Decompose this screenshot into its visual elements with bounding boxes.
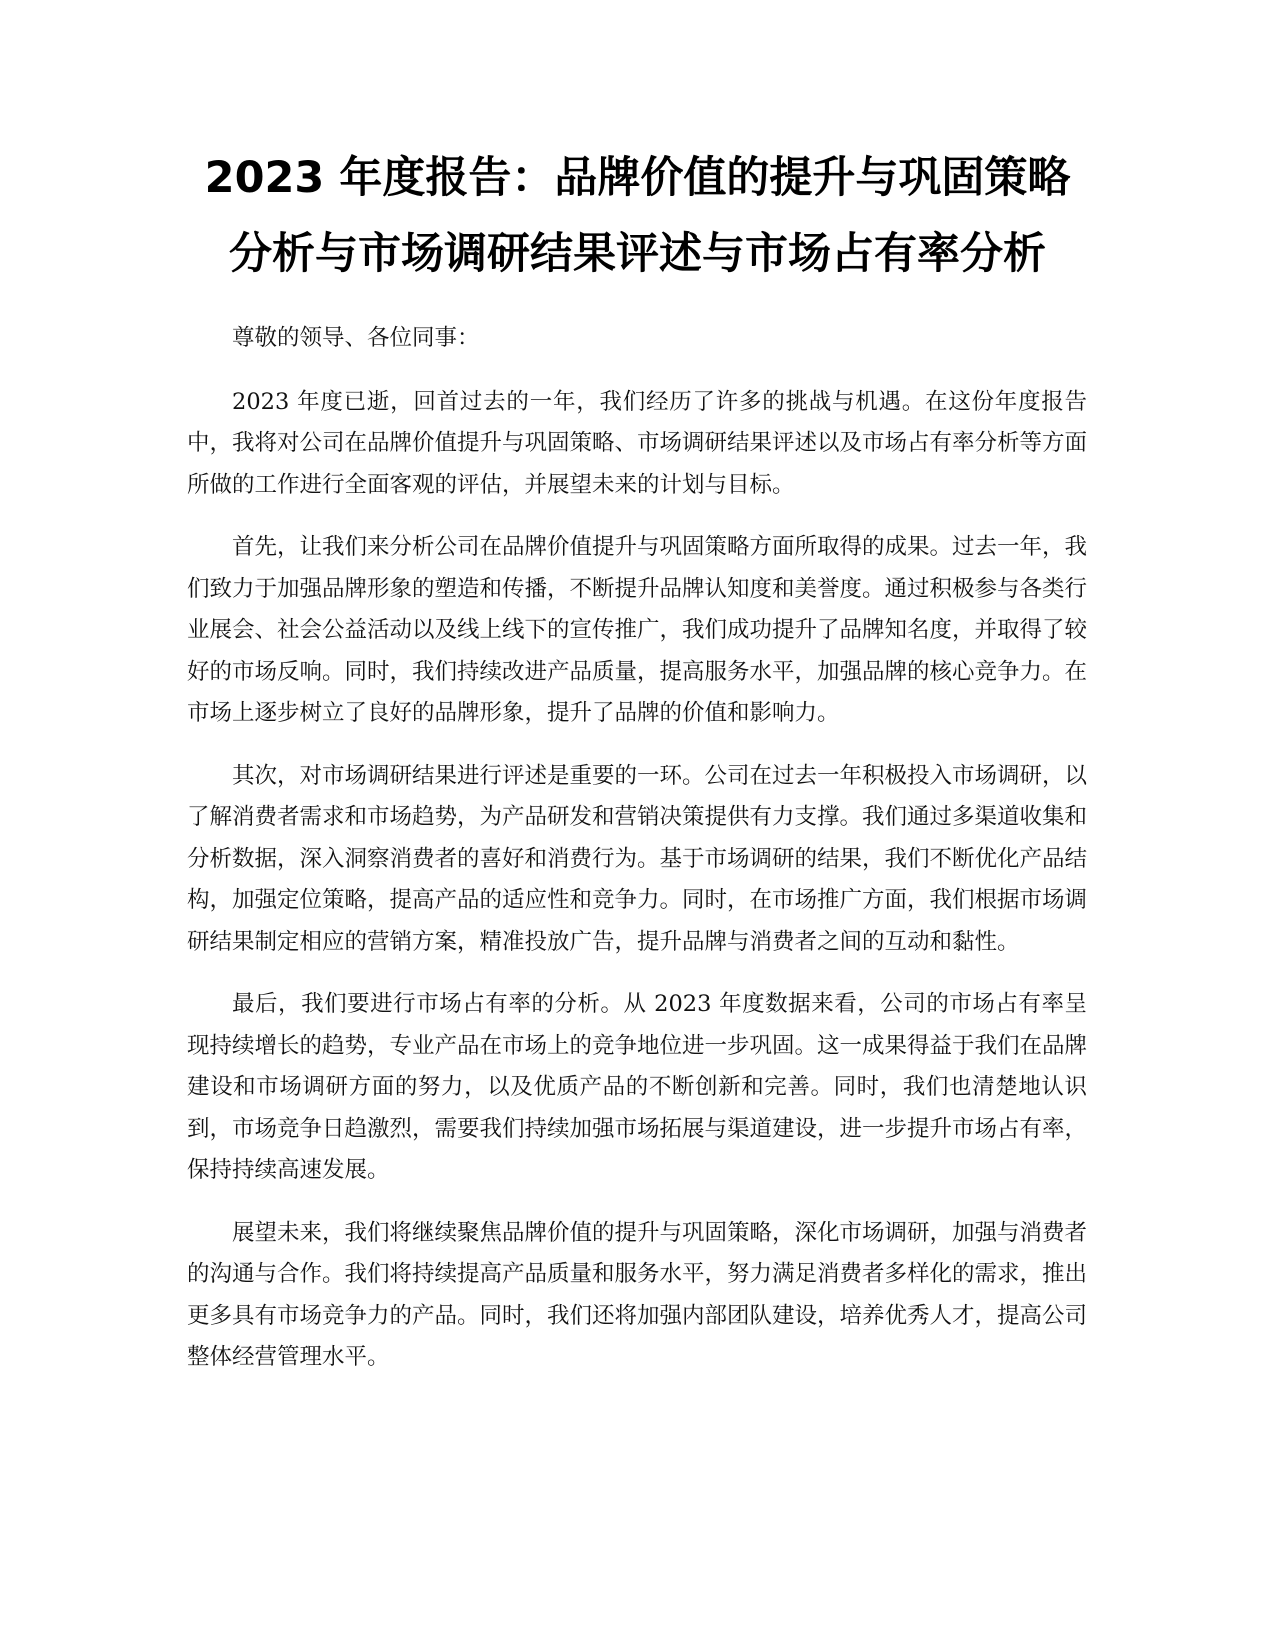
paragraph-market-research: 其次，对市场调研结果进行评述是重要的一环。公司在过去一年积极投入市场调研，以了解消费者需求和市场趋势，为产品研发和营销决策提供有力支撑。我们通过多渠道收集和分析数据，深入洞察消费者的喜好和消费行为。基于市场调研的结果，我们不断优化产品结构，加强定位策略，提高产品的适应性和竞争力。同时，在市场推广方面，我们根据市场调研结果制定相应的营销方案，精准投放广告，提升品牌与消费者之间的互动和黏性。 xyxy=(187,762,1088,955)
page-title xyxy=(150,140,1125,292)
paragraph-intro: 2023 年度已逝，回首过去的一年，我们经历了许多的挑战与机遇。在这份年度报告中，我将对公司在品牌价值提升与巩固策略、市场调研结果评述以及市场占有率分析等方面所做的工作进行全面客观的评估，并展望未来的计划与目标。 xyxy=(187,388,1088,498)
paragraph-market-share: 最后，我们要进行市场占有率的分析。从 2023 年度数据来看，公司的市场占有率呈现持续增长的趋势，专业产品在市场上的竞争地位进一步巩固。这一成果得益于我们在品牌建设和市场调研方面的努力，以及优质产品的不断创新和完善。同时，我们也清楚地认识到，市场竞争日趋激烈，需要我们持续加强市场拓展与渠道建设，进一步提升市场占有率，保持持续高速发展。 xyxy=(187,991,1088,1183)
paragraph-outlook: 展望未来，我们将继续聚焦品牌价值的提升与巩固策略，深化市场调研，加强与消费者的沟通与合作。我们将持续提高产品质量和服务水平，努力满足消费者多样化的需求，推出更多具有市场竞争力的产品。同时，我们还将加强内部团队建设，培养优秀人才，提高公司整体经营管理水平。 xyxy=(187,1219,1088,1370)
greeting: 尊敬的领导、各位同事： xyxy=(232,325,480,351)
paragraph-brand-value: 首先，让我们来分析公司在品牌价值提升与巩固策略方面所取得的成果。过去一年，我们致力于加强品牌形象的塑造和传播，不断提升品牌认知度和美誉度。通过积极参与各类行业展会、社会公益活动以及线上线下的宣传推广，我们成功提升了品牌知名度，并取得了较好的市场反响。同时，我们持续改进产品质量，提高服务水平，加强品牌的核心竞争力。在市场上逐步树立了良好的品牌形象，提升了品牌的价值和影响力。 xyxy=(187,534,1088,726)
title-line-1: 2023 年度报告：品牌价值的提升与巩固策略 xyxy=(204,153,1071,203)
document-body xyxy=(187,318,1087,1400)
title-line-2: 分析与市场调研结果评述与市场占有率分析 xyxy=(229,229,1046,279)
